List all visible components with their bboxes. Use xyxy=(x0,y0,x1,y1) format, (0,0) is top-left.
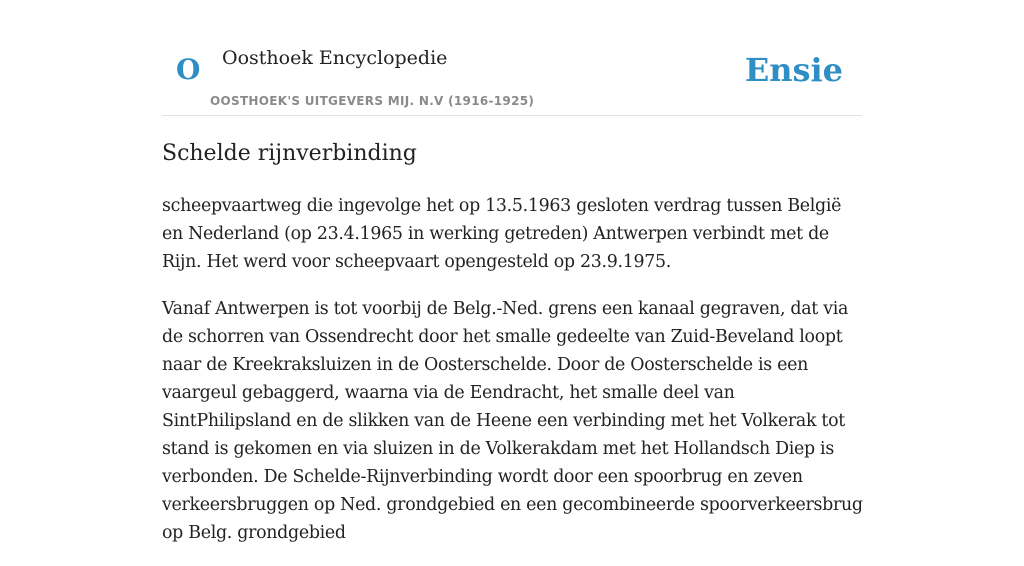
page xyxy=(162,0,863,543)
article-paragraph: scheepvaartweg die ingevolge het op 13.5.1963 gesloten verdrag tussen België en Nederland (op 23.4.1965 in werking getreden) Antwerpen verbindt met de Rijn. Het werd voor scheepvaart opengesteld op 23.9.1975. xyxy=(162,196,842,272)
article-title: Schelde rijnverbinding xyxy=(162,141,417,166)
ensie-brand-link[interactable]: Ensie xyxy=(744,51,843,89)
header xyxy=(162,0,862,116)
encyclopedia-logo[interactable]: O xyxy=(176,53,201,86)
article-paragraph: Vanaf Antwerpen is tot voorbij de Belg.-Ned. grens een kanaal gegraven, dat via de schorren van Ossendrecht door het smalle gedeelte van Zuid-Beveland loopt naar de Kreekraksluizen in de Oosterschelde. Door de Oosterschelde is een vaargeul gebaggerd, waarna via de Eendracht, het smalle deel van SintPhilipsland en de slikken van de Heene een verbinding met het Volkerak tot stand is gekomen en via sluizen in de Volkerakdam met het Hollandsch Diep is verbonden. De Schelde-Rijnverbinding wordt door een spoorbrug en zeven verkeersbruggen op Ned. grondgebied en een gecombineerde spoorverkeersbrug op Belg. grondgebied xyxy=(162,299,863,543)
article-body xyxy=(162,192,866,566)
encyclopedia-title[interactable]: Oosthoek Encyclopedie xyxy=(222,47,448,69)
publisher-label: OOSTHOEK'S UITGEVERS MIJ. N.V (1916-1925) xyxy=(210,94,535,108)
